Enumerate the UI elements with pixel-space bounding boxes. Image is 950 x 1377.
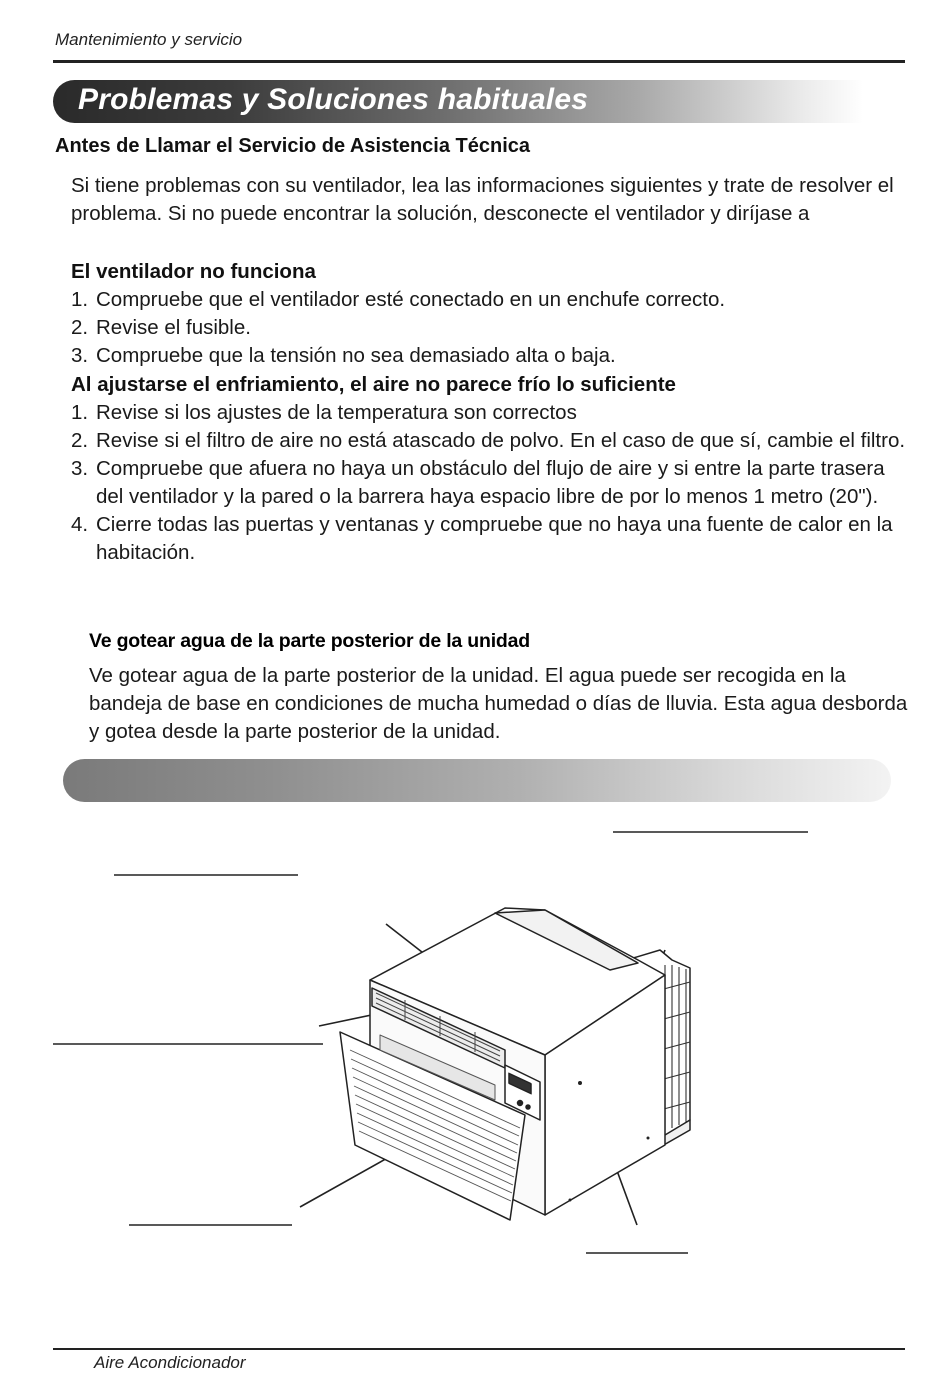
- problem-heading: El ventilador no funciona: [71, 260, 316, 283]
- page-title: Problemas y Soluciones habituales: [78, 83, 589, 116]
- problem-block-2: [71, 371, 916, 567]
- step-number: 3.: [71, 457, 89, 480]
- step-number: 1.: [71, 288, 89, 311]
- step-text: Compruebe que la tensión no sea demasiado alta o baja.: [96, 344, 616, 367]
- list-item: [71, 342, 916, 370]
- step-number: 1.: [71, 401, 89, 424]
- list-item: [71, 286, 916, 314]
- ac-unit: [340, 908, 690, 1220]
- list-item: [71, 427, 916, 455]
- air-conditioner-illustration: [0, 800, 950, 1340]
- step-text: Compruebe que el ventilador esté conectado en un enchufe correcto.: [96, 288, 726, 311]
- step-text: Cierre todas las puertas y ventanas y compruebe que no haya una fuente de calor en la habitación.: [96, 513, 893, 564]
- step-number: 2.: [71, 316, 89, 339]
- section-subheading: Antes de Llamar el Servicio de Asistencia Técnica: [55, 135, 531, 157]
- step-text: Revise si el filtro de aire no está atascado de polvo. En el caso de que sí, cambie el filtro.: [96, 429, 906, 452]
- list-item: [71, 314, 916, 342]
- top-divider: [53, 60, 905, 63]
- problem-heading: Al ajustarse el enfriamiento, el aire no parece frío lo suficiente: [71, 373, 676, 396]
- section-label: Mantenimiento y servicio: [55, 30, 243, 49]
- step-number: 3.: [71, 344, 89, 367]
- problem-body: Ve gotear agua de la parte posterior de la unidad. El agua puede ser recogida en la bandeja de base en condiciones de mucha humedad o días de lluvia. Esta agua desborda y gotea desde la parte posterior de la unidad.: [89, 664, 908, 743]
- list-item: [71, 511, 916, 567]
- intro-paragraph: Si tiene problemas con su ventilador, lea las informaciones siguientes y trate de resolver el problema. Si no puede encontrar la solución, desconecte el ventilador y diríjase a: [71, 174, 894, 225]
- list-item: [71, 399, 916, 427]
- footer-label: Aire Acondicionador: [94, 1353, 246, 1372]
- section-banner-blank: [63, 759, 891, 802]
- step-number: 2.: [71, 429, 89, 452]
- steps-list: [71, 286, 916, 370]
- step-number: 4.: [71, 513, 89, 536]
- step-text: Compruebe que afuera no haya un obstáculo del flujo de aire y si entre la parte trasera del ventilador y la pared o la barrera haya espacio libre de por lo menos 1 metro (20").: [96, 457, 885, 508]
- step-text: Revise si los ajustes de la temperatura son correctos: [96, 401, 577, 424]
- problem-heading: Ve gotear agua de la parte posterior de la unidad: [89, 630, 530, 652]
- problem-block-1: [71, 258, 916, 370]
- list-item: [71, 455, 916, 511]
- bottom-divider: [53, 1348, 905, 1350]
- steps-list: [71, 399, 916, 567]
- step-text: Revise el fusible.: [96, 316, 251, 339]
